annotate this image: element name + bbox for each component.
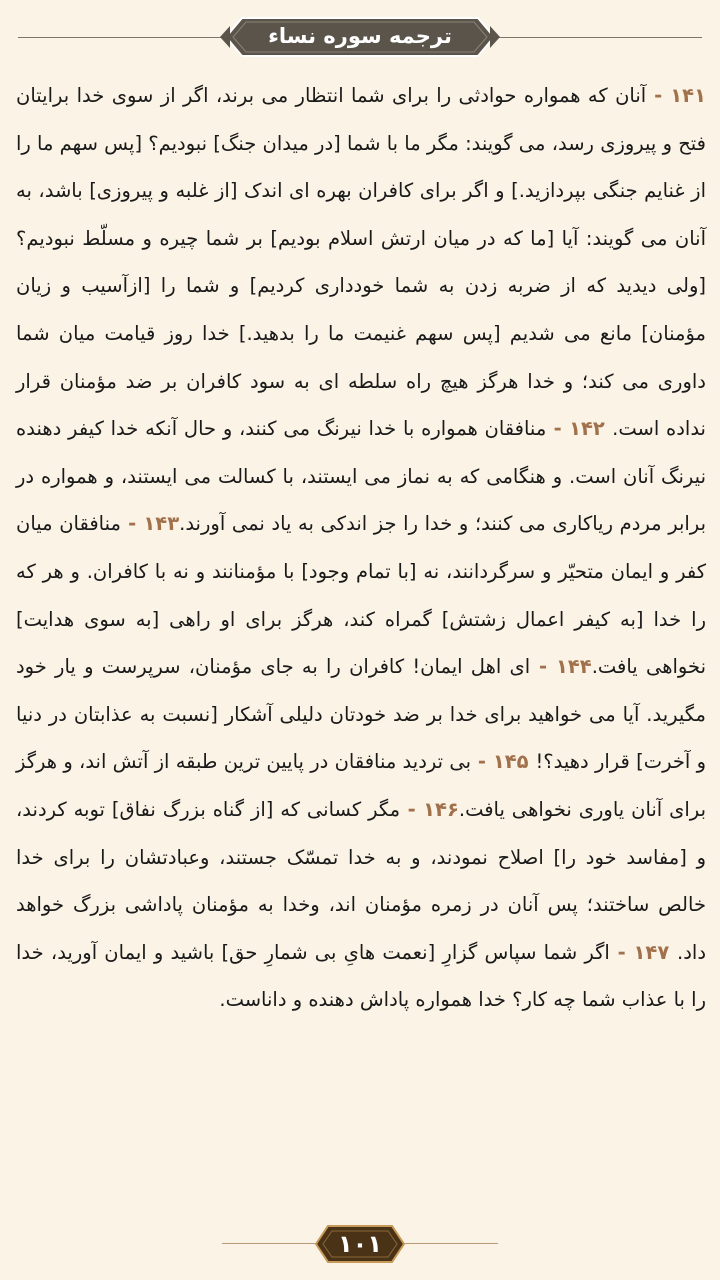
surah-title: ترجمه سوره نساء	[268, 24, 452, 48]
verse-text: بی تردید منافقان در پایین ترین طبقه از آتش اند، و هرگز برای آنان یاوری نخواهی یافت.	[16, 750, 706, 821]
translation-text	[16, 72, 706, 1024]
verse-number: ۱۴۵ -	[471, 750, 536, 774]
page-number: ۱۰۱	[338, 1230, 382, 1258]
verse-number: ۱۴۷ -	[609, 940, 678, 964]
verse-text: منافقان همواره با خدا نیرنگ می کنند، و حال آنکه خدا کیفر دهنده نیرنگ آنان است. و هنگامی که به نماز می ایستند، با کسالت می ایستند، و همواره در برابر مردم ریاکاری می کنند؛ و خدا را جز اندکی به یاد نمی آورند.	[16, 417, 706, 536]
verse-number: ۱۴۳ -	[120, 512, 180, 536]
verse-text: اگر شما سپاس گزارِ [نعمت هایِ بی شمارِ حق] باشید و ایمان آورید، خدا را با عذاب شما چه کار؟ خدا همواره پاداش دهنده و داناست.	[16, 940, 706, 1012]
verse-number: ۱۴۴ -	[530, 655, 592, 679]
verse-text: ای اهل ایمان! کافران را به جای مؤمنان، سرپرست و یار خود مگیرید. آیا می خواهید برای خدا بر ضد خودتان دلیلی آشکار [نسبت به عذابتان در دنیا و آخرت] قرار دهید؟!	[16, 655, 707, 774]
verse-text: آنان که همواره حوادثی را برای شما انتظار می برند، اگر از سوی خدا برایتان فتح و پیروزی رسد، می گویند: مگر ما با شما [در میدان جنگ] نبودیم؟ [پس سهم ما را از غنایم جنگی بپردازید.] و اگر برای کافران بهره ای اندک [از غلبه و پیروزی] باشد، به آنان می گویند: آیا [ما که در میان ارتش اسلام بودیم] بر شما چیره و مسلّط نبودیم؟ [ولی دیدید که از ضربه زدن به شما خودداری کردیم] و شما را [ازآسیب و زیان مؤمنان] مانع می شدیم [پس سهم غنیمت ما را بدهید.] خدا روز قیامت میان شما داوری می کند؛ و خدا هرگز هیچ راه سلطه ای به سود کافران بر ضد مؤمنان قرار نداده است.	[16, 84, 706, 441]
verse-text: مگر کسانی که [از گناه بزرگ نفاق] توبه کردند، و [مفاسد خود را] اصلاح نمودند، و به خدا تمسّک جستند، وعبادتشان را برای خدا خالص ساختند؛ پس آنان در زمره مؤمنان اند، وخدا به مؤمنان پاداشی بزرگ خواهد داد.	[16, 797, 707, 964]
page-number-badge	[312, 1222, 408, 1266]
verse-number: ۱۴۲ -	[546, 417, 613, 441]
verse-text: منافقان میان کفر و ایمان متحیّر و سرگردانند، نه [با تمام وجود] با مؤمنانند و نه با کافران. و هر که را خدا [به کیفر اعمال زشتش] گمراه کند، هرگز برای او راهی [به سوی هدایت] نخواهی یافت.	[16, 512, 707, 679]
verse-number: ۱۴۶ -	[400, 797, 459, 821]
verse-number: ۱۴۱ -	[646, 84, 706, 107]
header-banner	[216, 14, 504, 60]
